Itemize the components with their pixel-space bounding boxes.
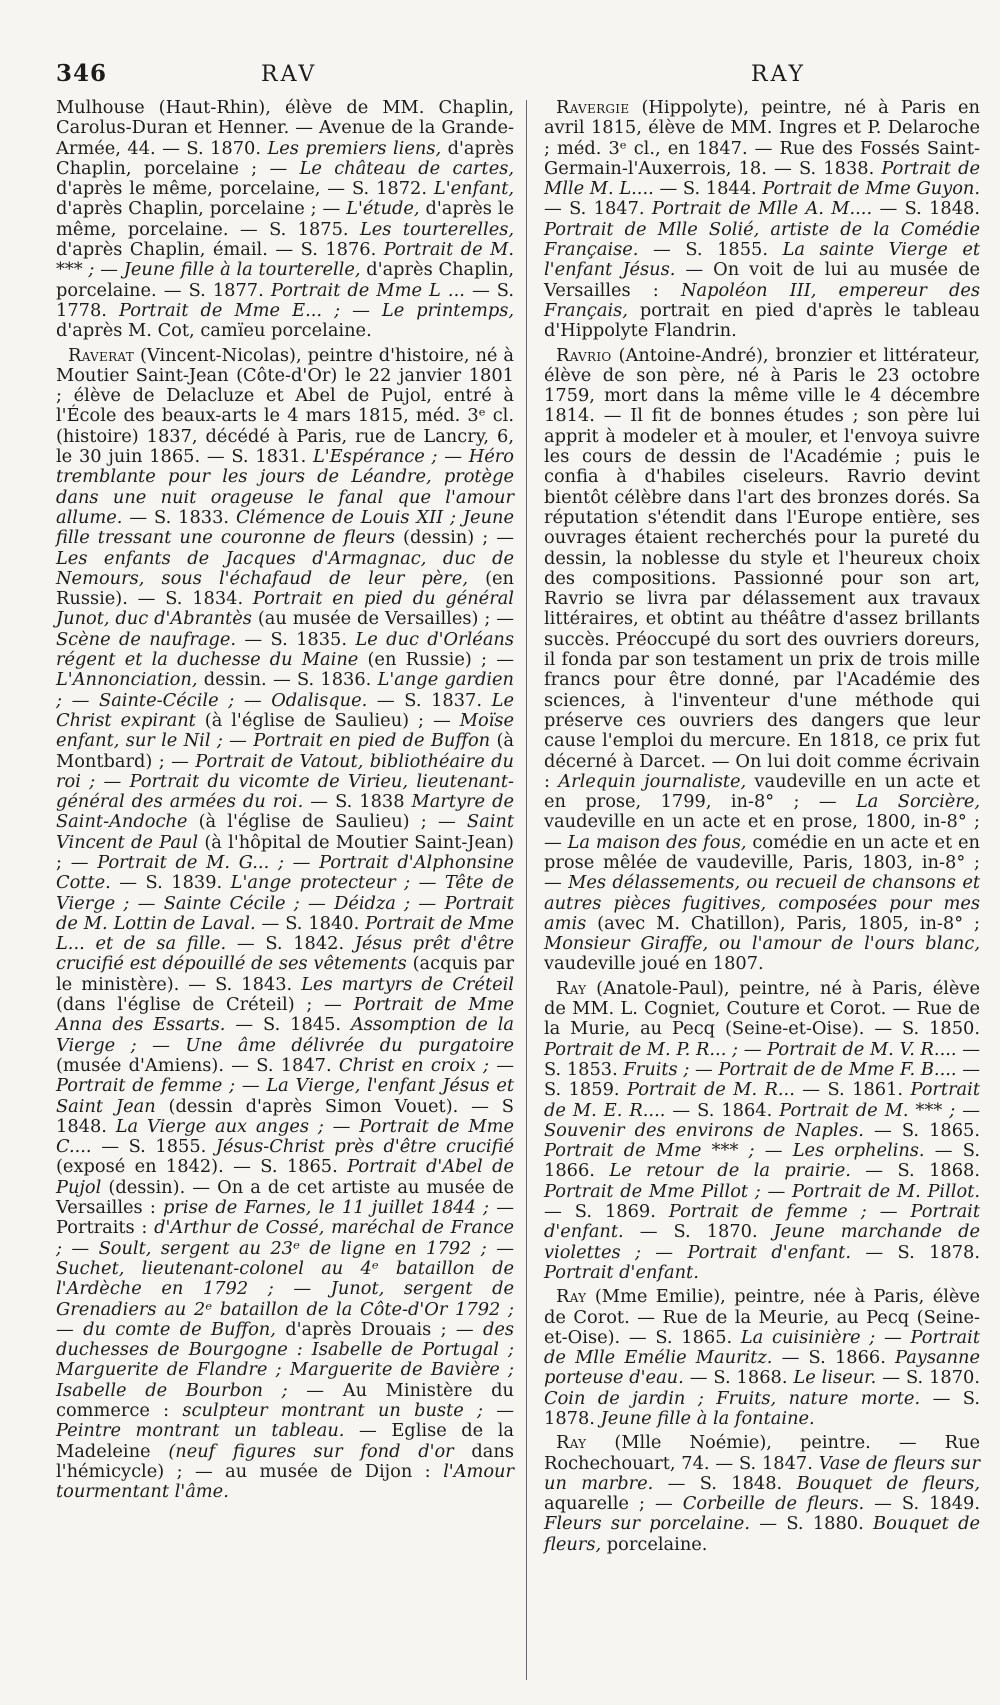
entry-text: dessin. — S. 1836. bbox=[197, 669, 378, 691]
artwork-title: L'Annonciation, bbox=[56, 669, 198, 691]
entry-text: — S. 1838 bbox=[303, 791, 412, 813]
artwork-title: Mes délassements, ou recueil de chansons et autres pièces fugitives, composées pour mes amis bbox=[544, 872, 980, 934]
entry-text: — S. 1878. bbox=[851, 1241, 981, 1263]
entry-text: (acquis par le ministère). — S. 1843. bbox=[56, 953, 515, 995]
artwork-title: Fruits ; — Portrait de de Mme F. B.... bbox=[623, 1058, 957, 1080]
entry-text: — S. 1853. bbox=[544, 1038, 981, 1080]
entry-text: — S. 1778. bbox=[56, 279, 514, 321]
entry-text: d'après Chaplin, porcelaine ; — bbox=[56, 137, 514, 179]
artwork-title: Jésus-Christ près d'être crucifié bbox=[215, 1136, 514, 1158]
artwork-title: Napoléon III, empereur des Français, bbox=[544, 279, 980, 321]
entry-text: — S. 1855. bbox=[91, 1136, 216, 1158]
entry-text: — Portraits : bbox=[56, 1197, 514, 1239]
artwork-title: Assomption de la Vierge ; — Une âme délivrée du purgatoire bbox=[56, 1014, 515, 1056]
entry-headword: Ray bbox=[556, 977, 587, 999]
entry-text: porcelaine. bbox=[601, 1533, 708, 1555]
dictionary-entry bbox=[544, 98, 980, 342]
entry-text: (exposé en 1842). — S. 1865. bbox=[56, 1156, 348, 1178]
entry-text: dans l'hémicycle) ; — au musée de Dijon : bbox=[56, 1440, 514, 1482]
entry-text: — S. 1865. bbox=[863, 1119, 981, 1141]
entry-text: — S. 1855. bbox=[638, 239, 783, 261]
artwork-title: L'ange protecteur ; — Tête de Vierge ; — Sainte Cécile ; — Déidza ; — Portrait de M. Lottin de Laval. bbox=[56, 872, 514, 934]
entry-text: (au musée de Versailles) ; — bbox=[251, 608, 514, 630]
entry-text: d'après le même, porcelaine. — S. 1875. bbox=[56, 198, 514, 240]
artwork-title: Portrait en pied du général Junot, duc d'Abrantès bbox=[56, 588, 514, 630]
page-header bbox=[56, 60, 970, 100]
artwork-title: L'ange gardien ; — Sainte-Cécile ; — Odalisque. bbox=[56, 669, 514, 711]
artwork-title: La Vierge aux anges ; — Portrait de Mme C.... bbox=[56, 1115, 514, 1158]
artwork-title: Portrait de Mme *** ; — Les orphelins. bbox=[544, 1140, 925, 1162]
entry-text: — S. 1848. bbox=[653, 1472, 797, 1494]
artwork-title: Portrait de Mlle Solié, artiste de la Comédie Française. bbox=[544, 218, 980, 261]
artwork-title: Portrait de M. G... ; — Portrait d'Alphonsine Cotte. bbox=[56, 851, 515, 894]
artwork-title: L'enfant, bbox=[433, 178, 514, 200]
entry-text: d'après M. Cot, camïeu porcelaine. bbox=[56, 320, 372, 342]
entry-text: — S. 1839. bbox=[110, 872, 231, 894]
dictionary-entry bbox=[544, 1287, 980, 1429]
entry-text: (Mme Emilie), peintre, née à Paris, élève de Corot. — Rue de la Meurie, au Pecq (Seine-et-Oise). — S. 1865. bbox=[544, 1286, 980, 1348]
entry-text: — S. 1866. bbox=[772, 1347, 896, 1369]
artwork-title: Portrait de M. R... bbox=[626, 1079, 795, 1101]
entry-headword: Raverat bbox=[68, 344, 135, 366]
artwork-title: Portrait de Mme Guyon. bbox=[762, 178, 981, 200]
entry-text: — S. 1866. bbox=[544, 1140, 980, 1182]
artwork-title: Bouquet de fleurs, bbox=[544, 1513, 980, 1555]
entry-text: vaudeville en un acte et en prose, 1799, in-8° ; — bbox=[544, 770, 980, 813]
artwork-title: Portrait d'enfant. bbox=[544, 1261, 699, 1283]
entry-text: d'après Chaplin, émail. — S. 1876. bbox=[56, 239, 384, 261]
artwork-title: Portrait de Mme Pillot ; — Portrait de M. Pillot. bbox=[544, 1180, 980, 1202]
dictionary-entry bbox=[544, 346, 980, 975]
entry-text: (avec M. Chatillon), Paris, 1805, in-8° ; bbox=[586, 912, 980, 934]
entry-text: (à l'église de Saulieu) ; — bbox=[187, 811, 467, 833]
entry-text: — Au Ministère du commerce : bbox=[56, 1379, 514, 1421]
artwork-title: (neuf figures sur fond d'or bbox=[168, 1440, 454, 1462]
entry-text: d'après Chaplin, porcelaine ; — bbox=[56, 198, 347, 220]
right-column bbox=[544, 98, 980, 1559]
artwork-title: La maison des fous, bbox=[567, 831, 747, 853]
artwork-title: Le Christ expirant bbox=[56, 689, 514, 731]
artwork-title: Bouquet de fleurs, bbox=[796, 1472, 980, 1494]
entry-text: — S. 1869. bbox=[544, 1201, 669, 1223]
entry-text: — On voit de lui au musée de Versailles : bbox=[544, 259, 980, 301]
artwork-title: Jésus prêt d'être crucifié est dépouillé de ses vêtements bbox=[56, 933, 514, 975]
artwork-title: Christ en croix ; — Portrait de femme ; — La Vierge, l'enfant Jésus et Saint Jean bbox=[56, 1054, 514, 1117]
entry-text: d'après Drouais ; bbox=[275, 1318, 456, 1340]
artwork-title: Portrait de M. *** ; — Jeune fille à la tourterelle, bbox=[56, 239, 514, 281]
artwork-title: Jeune fille à la fontaine. bbox=[600, 1408, 815, 1429]
artwork-title: Portrait de Vatout, bibliothéaire du roi ; — Portrait du vicomte de Virieu, lieutenant-général des armées du roi. bbox=[56, 750, 515, 813]
entry-text: (Anatole-Paul), peintre, né à Paris, élève de MM. L. Cogniet, Couture et Corot. — Rue de la Murie, au Pecq (Seine-et-Oise). — S. 1850. bbox=[544, 977, 980, 1040]
entry-text: (musée d'Amiens). — S. 1847. bbox=[56, 1054, 339, 1076]
artwork-title: La cuisinière ; — Portrait de Mlle Emélie Mauritz. bbox=[544, 1326, 980, 1369]
entry-headword: Ray bbox=[556, 1432, 587, 1454]
entry-text: (en Russie). — S. 1834. bbox=[56, 567, 514, 610]
entry-text: — S. 1880. bbox=[749, 1513, 874, 1535]
entry-text: — S. 1847. bbox=[544, 198, 652, 220]
entry-text: (dessin). — On a de cet artiste au musée de Versailles : bbox=[56, 1176, 514, 1219]
artwork-title: L'étude, bbox=[346, 198, 420, 220]
dictionary-entry bbox=[56, 98, 514, 342]
artwork-title: Coin de jardin ; Fruits, nature morte. bbox=[544, 1387, 921, 1409]
artwork-title: Clémence de Louis XII ; Jeune fille tressant une couronne de fleurs bbox=[56, 506, 514, 549]
running-head-left: RAV bbox=[261, 62, 318, 87]
artwork-title: Paysanne porteuse d'eau. bbox=[544, 1347, 980, 1389]
entry-text: aquarelle ; — bbox=[544, 1493, 683, 1515]
artwork-title: Monsieur Giraffe, ou l'amour de l'ours blanc, bbox=[544, 933, 980, 955]
artwork-title: Portrait de Mlle A. M.... bbox=[651, 198, 873, 220]
entry-text: (dessin d'après Simon Vouet). — S 1848. bbox=[56, 1095, 514, 1137]
entry-text: — S. 1849. bbox=[864, 1493, 981, 1515]
artwork-title: La sainte Vierge et l'enfant Jésus. bbox=[544, 239, 980, 281]
artwork-title: Portrait de femme ; — Portrait d'enfant. bbox=[544, 1201, 981, 1243]
entry-text: (à l'hôpital de Moutier Saint-Jean) ; — bbox=[56, 831, 514, 873]
artwork-title: L'Espérance ; — Héro tremblante pour les jours de Léandre, protège dans une nuit orageuse le fanal que l'amour allume. bbox=[56, 446, 514, 528]
artwork-title: prise de Farnes, le 11 juillet 1844 ; bbox=[163, 1197, 490, 1219]
entry-text: — S. 1878. bbox=[544, 1387, 980, 1429]
entry-text: — S. 1848. bbox=[872, 198, 981, 220]
entry-text: — S. 1844. bbox=[653, 178, 763, 200]
dictionary-entry bbox=[56, 346, 514, 1503]
entry-text: vaudeville joué en 1807. bbox=[544, 953, 764, 975]
dictionary-entry bbox=[544, 1433, 980, 1555]
entry-text: (Hippolyte), peintre, né à Paris en avril 1815, élève de MM. Ingres et P. Delaroche ; méd. 3ᵉ cl., en 1847. — Rue des Fossés Saint-Germain-l'Auxerrois, 18. — S. 1838. bbox=[544, 97, 980, 179]
entry-text: — S. 1835. bbox=[236, 628, 356, 650]
page-number: 346 bbox=[56, 60, 108, 87]
entry-text: Mulhouse (Haut-Rhin), élève de MM. Chaplin, Carolus-Duran et Henner. — Avenue de la Grande-Armée, 44. — S. 1870. bbox=[56, 97, 514, 159]
artwork-title: Scène de naufrage. bbox=[56, 628, 237, 650]
artwork-title: Fleurs sur porcelaine. bbox=[544, 1513, 750, 1535]
entry-text: — S. 1870. bbox=[876, 1367, 981, 1389]
artwork-title: Le duc d'Orléans régent et la duchesse du Maine bbox=[56, 628, 515, 671]
artwork-title: Les premiers liens, bbox=[267, 137, 442, 159]
running-head-right: RAY bbox=[751, 62, 807, 87]
entry-text: — S. 1859. bbox=[544, 1058, 980, 1101]
artwork-title: Portrait de Mme L ... bbox=[270, 279, 465, 301]
artwork-title: Les enfants de Jacques d'Armagnac, duc de Nemours, sous l'échafaud de leur père, bbox=[56, 547, 514, 589]
artwork-title: Vase de fleurs sur un marbre. bbox=[544, 1452, 980, 1494]
artwork-title: l'Amour tourmentant l'âme. bbox=[56, 1460, 514, 1503]
artwork-title: Portrait de M. P. R... ; — Portrait de M. V. R.... bbox=[544, 1038, 957, 1060]
entry-headword: Ravrio bbox=[556, 344, 612, 366]
entry-text: (Vincent-Nicolas), peintre d'histoire, né à Moutier Saint-Jean (Côte-d'Or) le 22 janvier 1801 ; élève de Delacluze et Abel de Pujol, entré à l'École des beaux-arts le 4 mars 1815, méd. 3ᵉ cl. (histoire) 1837, décédé à Paris, rue de Lancry, 6, le 30 juin 1865. — S. 1831. bbox=[56, 344, 514, 468]
entry-text: (à l'église de Saulieu) ; — bbox=[195, 709, 460, 731]
left-column bbox=[56, 98, 514, 1506]
artwork-title: Les tourterelles, bbox=[359, 218, 514, 240]
artwork-title: Le retour de la prairie. bbox=[609, 1160, 851, 1182]
entry-text: d'après le même, porcelaine, — S. 1872. bbox=[56, 178, 434, 200]
entry-text: comédie en un acte et en prose mêlée de vaudeville, Paris, 1803, in-8° ; — bbox=[544, 831, 980, 894]
entry-text: (à Montbard) ; — bbox=[56, 730, 514, 772]
entry-text: (Antoine-André), bronzier et littérateur, élève de son père, né à Paris le 23 octobre 1759, mort dans la même ville le 4 décembre 1814. — Il fit de bonnes études ; son père lui apprit à modeler et à mouler, et l'envoya suivre les cours de dessin de l'Académie ; puis le confia à d'habiles ciseleurs. Ravrio devint bientôt célèbre dans l'art des bronzes dorés. Sa réputation s'étendit dans l'Europe entière, ses ouvrages étaient recherchés pour la pureté du dessin, la noblesse du style et l'heureux choix des compositions. Passionné pour son art, Ravrio se livra par délassement aux travaux littéraires, et obtint au théâtre d'assez brillants succès. Préoccupé du sort des ouvriers doreurs, il fonda par son testament un prix de trois mille francs pour être donné, par l'Académie des sciences, à l'inventeur d'une méthode qui préserve ces ouvriers des dangers que leur cause l'emploi du mercure. En 1818, ce prix fut décerné à Darcet. — On lui doit comme écrivain : bbox=[544, 344, 980, 792]
artwork-title: Portrait de Mme E... ; — Le printemps, bbox=[118, 299, 514, 321]
dictionary-entry bbox=[544, 979, 980, 1283]
entry-text: — Eglise de la Madeleine bbox=[56, 1420, 515, 1462]
artwork-title: Portrait d'Abel de Pujol bbox=[56, 1156, 514, 1198]
artwork-title: Arlequin journaliste, bbox=[558, 770, 747, 792]
artwork-title: Saint Vincent de Paul bbox=[56, 811, 514, 853]
artwork-title: Jeune marchande de violettes ; — Portrait d'enfant. bbox=[544, 1221, 980, 1263]
entry-text: — S. 1870. bbox=[623, 1221, 774, 1243]
artwork-title: — des duchesses de Bourgogne : Isabelle de Portugal ; Marguerite de Flandre ; Marguerite de Bavière ; Isabelle de Bourbon ; bbox=[56, 1318, 515, 1401]
entry-text: — S. 1837. bbox=[367, 689, 492, 711]
entry-text: — S. 1868. bbox=[683, 1367, 794, 1389]
artwork-title: Portrait de M. *** ; — Souvenir des environs de Naples. bbox=[544, 1099, 980, 1141]
entry-text: (en Russie) ; — bbox=[358, 649, 514, 671]
entry-headword: Ravergie bbox=[556, 97, 630, 118]
artwork-title: Le château de cartes, bbox=[299, 157, 514, 179]
artwork-title: Portrait de Mme L... et de sa fille. bbox=[56, 912, 514, 955]
artwork-title: Portrait de Mlle M. L.... bbox=[544, 157, 980, 200]
entry-headword: Ray bbox=[556, 1286, 587, 1308]
entry-text: portrait en pied d'après le tableau d'Hippolyte Flandrin. bbox=[544, 299, 980, 342]
entry-text: (Mlle Noémie), peintre. — Rue Rochechouart, 74. — S. 1847. bbox=[544, 1432, 980, 1474]
entry-text: — S. 1861. bbox=[794, 1079, 911, 1101]
artwork-title: Portrait de Mme Anna des Essarts. bbox=[56, 994, 515, 1036]
entry-text: d'après Chaplin, porcelaine. — S. 1877. bbox=[56, 259, 514, 301]
artwork-title: Les martyrs de Créteil bbox=[301, 973, 514, 995]
entry-text: — S. 1845. bbox=[225, 1014, 351, 1036]
entry-text: — S. 1868. bbox=[850, 1160, 981, 1182]
artwork-title: Portrait de M. E. R.... bbox=[544, 1079, 980, 1121]
artwork-title: sculpteur montrant un buste ; — Peintre montrant un tableau. bbox=[56, 1400, 514, 1442]
artwork-title: Moïse enfant, sur le Nil ; — Portrait en pied de Buffon bbox=[56, 709, 514, 752]
entry-text: — S. 1864. bbox=[665, 1099, 780, 1121]
entry-text: — S. 1833. bbox=[122, 506, 236, 528]
entry-text: vaudeville en un acte et en prose, 1800, in-8° ; — bbox=[544, 811, 980, 853]
entry-text: (dans l'église de Créteil) ; — bbox=[56, 994, 354, 1016]
entry-text: — S. 1842. bbox=[226, 933, 355, 955]
artwork-title: Corbeille de fleurs. bbox=[682, 1493, 865, 1515]
entry-text: (dessin) ; — bbox=[395, 527, 514, 549]
artwork-title: Le liseur. bbox=[793, 1367, 877, 1389]
artwork-title: Martyre de Saint-Andoche bbox=[56, 791, 514, 833]
entry-text: — S. 1840. bbox=[255, 912, 366, 934]
artwork-title: La Sorcière, bbox=[856, 791, 980, 813]
artwork-title: d'Arthur de Cossé, maréchal de France ; — Soult, sergent au 23ᵉ de ligne en 1792 ; — Suchet, lieutenant-colonel au 4ᵉ bataillon de l'Ardèche en 1792 ; — Junot, sergent de Grenadiers au 2ᵉ bataillon de la Côte-d'Or 1792 ; — du comte de Buffon, bbox=[56, 1217, 515, 1340]
column-divider bbox=[526, 100, 527, 1680]
